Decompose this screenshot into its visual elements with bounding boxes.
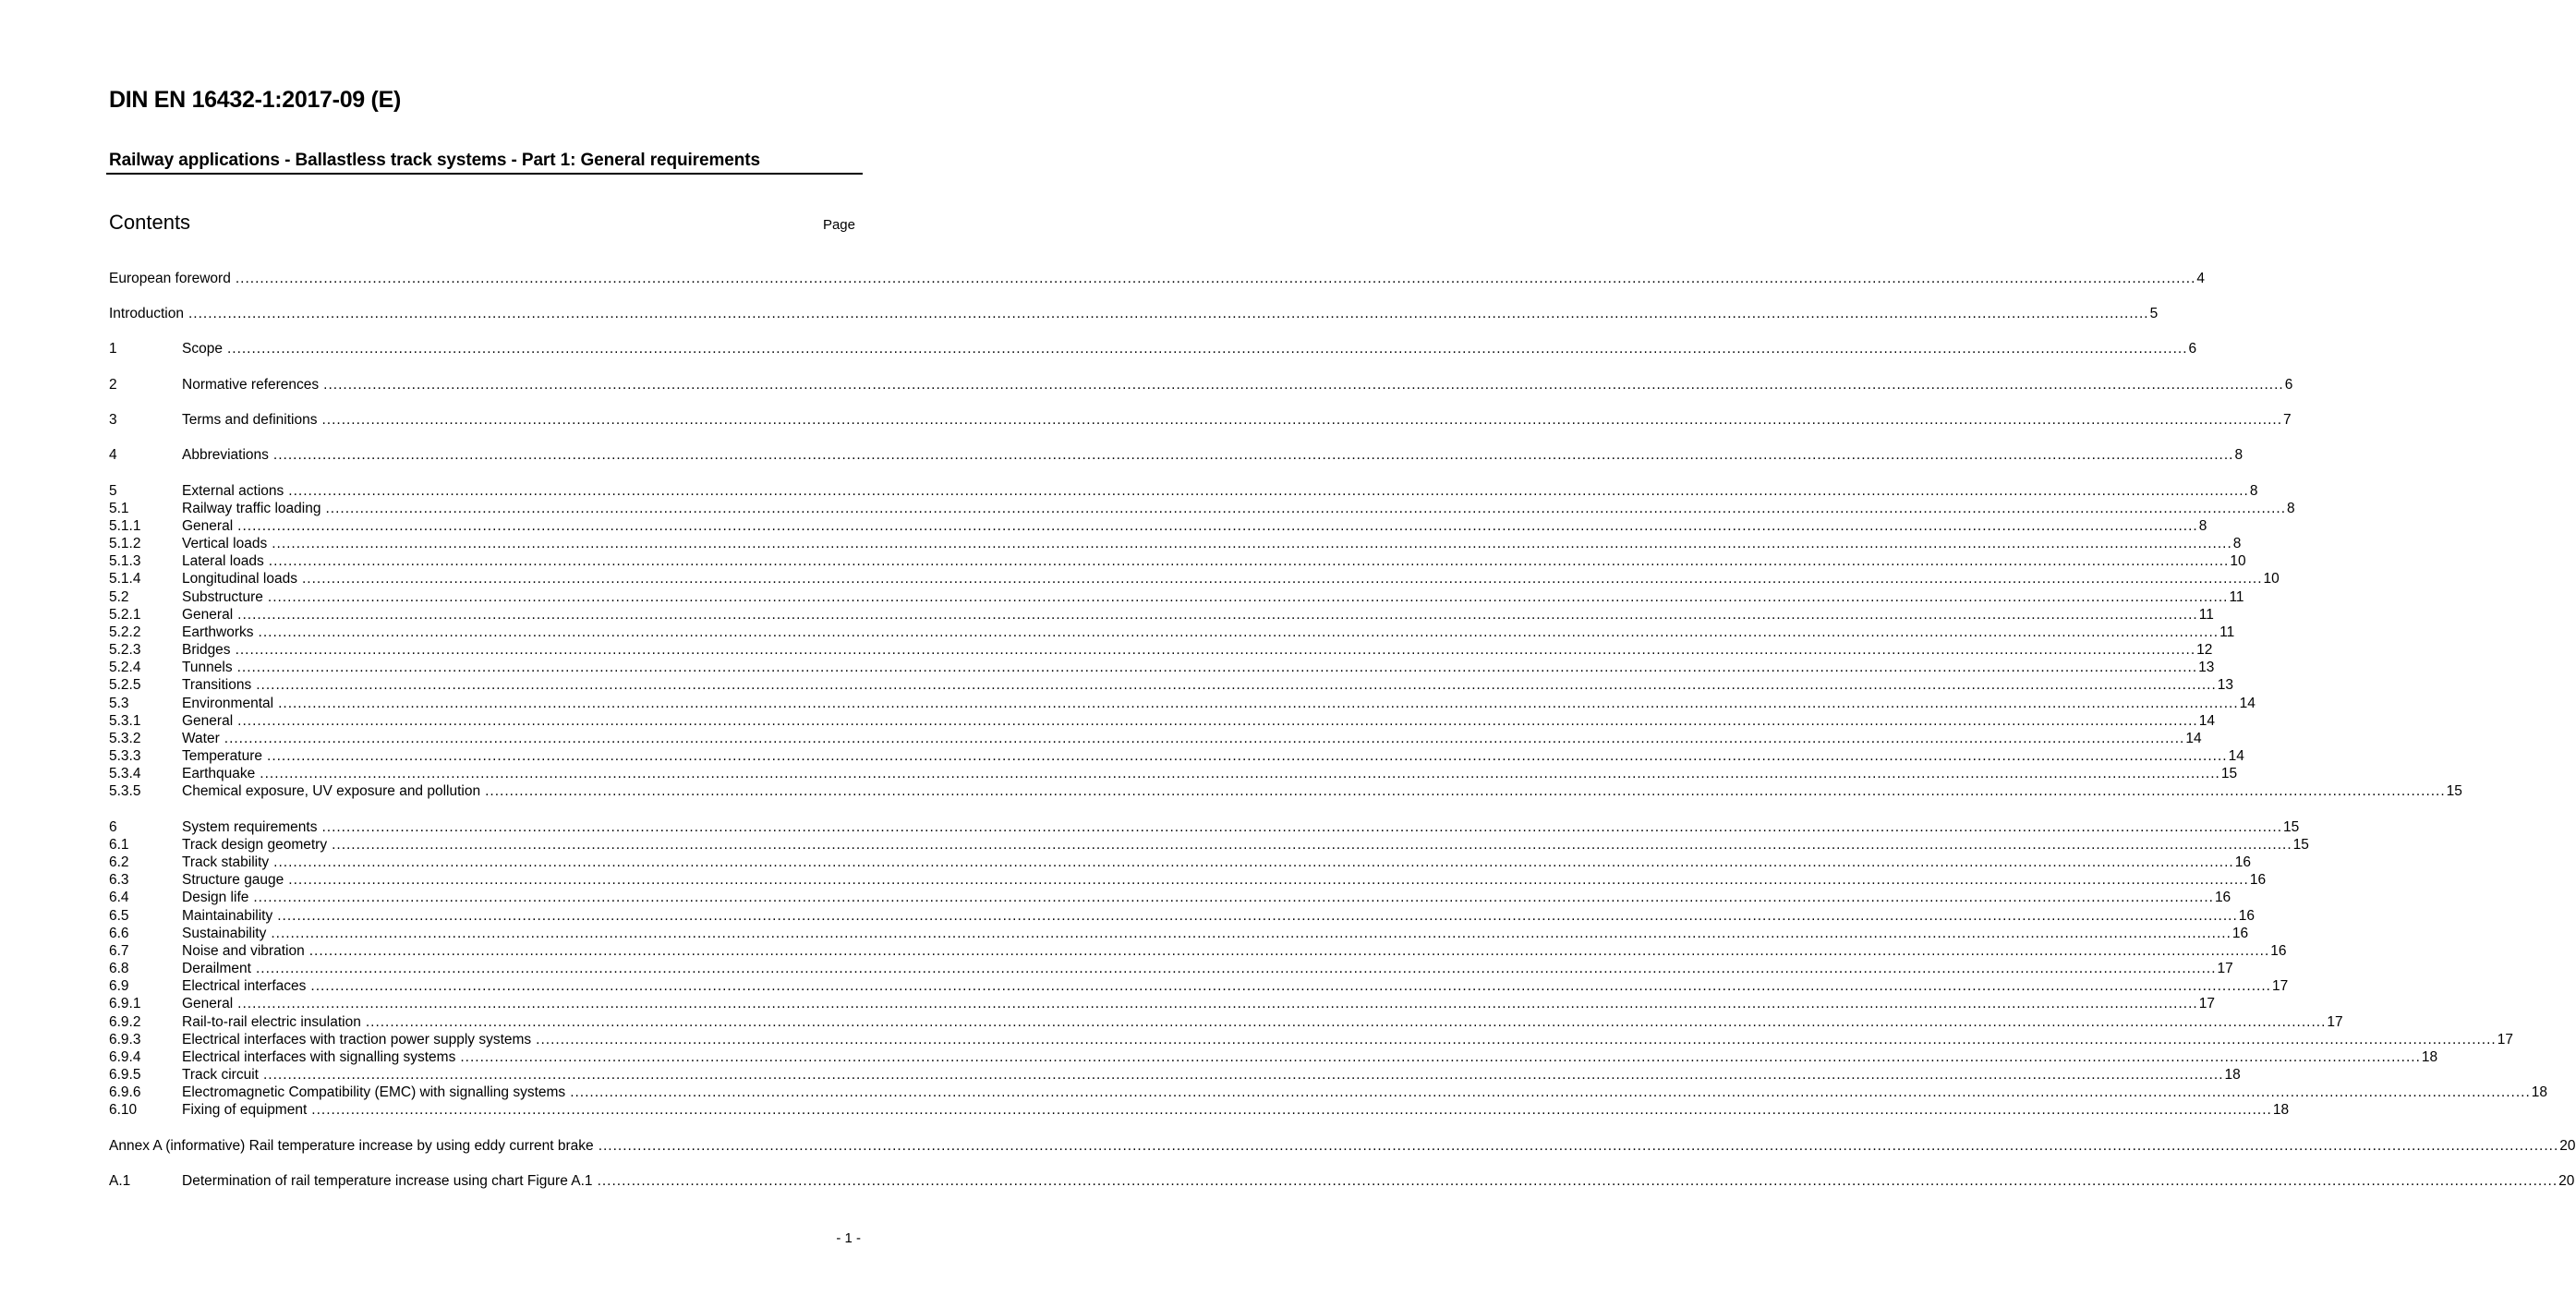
toc-entry[interactable] xyxy=(109,606,2214,624)
toc-entry-number: 5.2.2 xyxy=(109,624,141,640)
toc-entry[interactable] xyxy=(109,995,2215,1012)
toc-entry-page[interactable]: 16 xyxy=(2234,854,2251,870)
toc-entry-page[interactable]: 4 xyxy=(2196,271,2206,286)
toc-entry-title[interactable]: Track design geometry xyxy=(182,837,328,853)
toc-entry-page[interactable]: 17 xyxy=(2271,978,2289,994)
toc-entry[interactable] xyxy=(109,535,2242,552)
toc-entry-title[interactable]: Lateral loads xyxy=(182,553,264,569)
toc-entry-number: 5 xyxy=(109,483,117,499)
toc-entry-page[interactable]: 17 xyxy=(2327,1014,2343,1030)
toc-entry-title[interactable]: Temperature xyxy=(182,748,263,764)
dot-leader: ................................................................................................................................................................................................................................................................................................................................................................................................................ xyxy=(267,589,2229,605)
toc-entry[interactable] xyxy=(109,942,2287,960)
toc-entry-number: 5.1.1 xyxy=(109,518,141,534)
dot-leader: ................................................................................................................................................................................................................................................................................................................................................................................................................ xyxy=(288,872,2249,888)
toc-entry-page[interactable]: 8 xyxy=(2198,518,2207,534)
toc-entry-page[interactable]: 17 xyxy=(2497,1032,2513,1048)
toc-entry-page[interactable]: 16 xyxy=(2214,890,2231,905)
toc-entry-page[interactable]: 10 xyxy=(2263,571,2280,587)
dot-leader: ................................................................................................................................................................................................................................................................................................................................................................................................................ xyxy=(237,607,2198,623)
toc-entry[interactable] xyxy=(109,270,2206,287)
toc-entry-page[interactable]: 20 xyxy=(2559,1138,2576,1154)
toc-entry-number: 5.3.2 xyxy=(109,731,141,746)
toc-entry-title[interactable]: Design life xyxy=(182,890,249,905)
toc-entry-page[interactable]: 15 xyxy=(2220,766,2238,781)
toc-entry-title[interactable]: Track circuit xyxy=(182,1067,259,1083)
toc-entry-number: 6.9.3 xyxy=(109,1032,141,1048)
dot-leader: ................................................................................................................................................................................................................................................................................................................................................................................................................ xyxy=(226,341,2188,357)
toc-entry[interactable] xyxy=(109,765,2238,782)
dot-leader: ................................................................................................................................................................................................................................................................................................................................................................................................................ xyxy=(308,943,2270,959)
toc-entry-number: 6.9.2 xyxy=(109,1014,141,1030)
toc-entry-page[interactable]: 20 xyxy=(2558,1173,2575,1189)
toc-entry-number: 6.8 xyxy=(109,961,129,976)
toc-entry-number: 5.3.5 xyxy=(109,783,141,799)
toc-entry[interactable] xyxy=(109,340,2197,357)
toc-entry-title[interactable]: Bridges xyxy=(182,642,231,658)
toc-entry-title[interactable]: Normative references xyxy=(182,377,320,393)
toc-entry-number: 6.9.1 xyxy=(109,996,141,1011)
toc-entry-page[interactable]: 18 xyxy=(2272,1102,2290,1118)
toc-entry-title[interactable]: General xyxy=(182,996,234,1011)
toc-entry-number: 5.3 xyxy=(109,696,129,711)
toc-entry-page[interactable]: 11 xyxy=(2198,607,2214,623)
dot-leader: ................................................................................................................................................................................................................................................................................................................................................................................................................ xyxy=(460,1049,2421,1065)
toc-entry[interactable] xyxy=(109,624,2235,641)
title-rule xyxy=(106,173,863,175)
toc-entry-page[interactable]: 14 xyxy=(2198,713,2215,729)
toc-entry-title[interactable]: Tunnels xyxy=(182,660,233,675)
toc-entry[interactable] xyxy=(109,1066,2241,1084)
toc-entry-number: 5.3.4 xyxy=(109,766,141,781)
toc-entry-number: 6.3 xyxy=(109,872,129,888)
toc-entry-title[interactable]: Rail-to-rail electric insulation xyxy=(182,1014,361,1030)
toc-entry-title[interactable]: Environmental xyxy=(182,696,274,711)
toc-entry[interactable] xyxy=(109,1031,2513,1048)
toc-entry-number: 6.9 xyxy=(109,978,129,994)
toc-entry-title[interactable]: Maintainability xyxy=(182,908,273,924)
toc-entry-number: 5.3.3 xyxy=(109,748,141,764)
toc-entry-number: 6.10 xyxy=(109,1102,138,1118)
toc-entry-page[interactable]: 16 xyxy=(2249,872,2267,888)
toc-entry[interactable] xyxy=(109,676,2234,694)
toc-entry-title[interactable]: Track stability xyxy=(182,854,270,870)
dot-leader: ................................................................................................................................................................................................................................................................................................................................................................................................................ xyxy=(237,713,2198,729)
toc-entry-title[interactable]: General xyxy=(182,713,234,729)
toc-entry-number: 5.2.4 xyxy=(109,660,141,675)
toc-entry[interactable] xyxy=(109,818,2300,836)
dot-leader: ................................................................................................................................................................................................................................................................................................................................................................................................................ xyxy=(271,926,2231,941)
toc-entry-page[interactable]: 13 xyxy=(2217,677,2234,693)
toc-entry-page[interactable]: 16 xyxy=(2270,943,2287,959)
toc-entry[interactable] xyxy=(109,500,2295,517)
toc-entry-page[interactable]: 13 xyxy=(2198,660,2215,675)
toc-entry[interactable] xyxy=(109,1172,2575,1190)
toc-entry[interactable] xyxy=(109,730,2202,747)
toc-entry[interactable] xyxy=(109,782,2462,800)
dot-leader: ................................................................................................................................................................................................................................................................................................................................................................................................................ xyxy=(224,731,2185,746)
toc-entry-number: 6.9.4 xyxy=(109,1049,141,1065)
toc-entry-page[interactable]: 14 xyxy=(2228,748,2244,764)
toc-entry-title[interactable]: General xyxy=(182,518,234,534)
toc-entry-page[interactable]: 15 xyxy=(2446,783,2462,799)
toc-entry[interactable] xyxy=(109,482,2258,500)
toc-entry-page[interactable]: 15 xyxy=(2283,819,2300,835)
dot-leader: ................................................................................................................................................................................................................................................................................................................................................................................................................ xyxy=(332,837,2292,853)
toc-entry[interactable] xyxy=(109,588,2244,606)
toc-entry-title[interactable]: Scope xyxy=(182,341,223,357)
toc-entry-number: 5.2 xyxy=(109,589,129,605)
toc-entry-number: 5.1 xyxy=(109,501,129,516)
toc-entry-number: 6.1 xyxy=(109,837,129,853)
toc-entry[interactable] xyxy=(109,1101,2290,1119)
toc-entry-title[interactable]: European foreword xyxy=(109,271,231,286)
toc-entry-page[interactable]: 6 xyxy=(2188,341,2197,357)
toc-entry-title[interactable]: Sustainability xyxy=(182,926,267,941)
dot-leader: ................................................................................................................................................................................................................................................................................................................................................................................................................ xyxy=(267,748,2228,764)
toc-entry-number: 6.9.5 xyxy=(109,1067,141,1083)
dot-leader: ................................................................................................................................................................................................................................................................................................................................................................................................................ xyxy=(485,783,2446,799)
toc-entry-title[interactable]: System requirements xyxy=(182,819,318,835)
toc-entry-title[interactable]: General xyxy=(182,607,234,623)
toc-entry-number: 5.2.1 xyxy=(109,607,141,623)
toc-entry-page[interactable]: 14 xyxy=(2185,731,2202,746)
dot-leader: ................................................................................................................................................................................................................................................................................................................................................................................................................ xyxy=(321,819,2283,835)
dot-leader: ................................................................................................................................................................................................................................................................................................................................................................................................................ xyxy=(256,677,2217,693)
toc-entry[interactable] xyxy=(109,659,2215,676)
dot-leader: ................................................................................................................................................................................................................................................................................................................................................................................................................ xyxy=(236,660,2198,675)
toc-entry-title[interactable]: Earthworks xyxy=(182,624,254,640)
toc-entry[interactable] xyxy=(109,305,2159,322)
toc-entry[interactable] xyxy=(109,411,2292,429)
toc-entry-number: 6.4 xyxy=(109,890,129,905)
dot-leader: ................................................................................................................................................................................................................................................................................................................................................................................................................ xyxy=(262,1067,2224,1083)
toc-entry-page[interactable]: 17 xyxy=(2198,996,2215,1011)
dot-leader: ................................................................................................................................................................................................................................................................................................................................................................................................................ xyxy=(597,1173,2558,1189)
toc-entry-page[interactable]: 18 xyxy=(2531,1084,2547,1100)
toc-entry-title[interactable]: Derailment xyxy=(182,961,251,976)
toc-entry[interactable] xyxy=(109,836,2309,854)
toc-entry-page[interactable]: 18 xyxy=(2224,1067,2241,1083)
toc-entry-page[interactable]: 6 xyxy=(2284,377,2293,393)
dot-leader: ................................................................................................................................................................................................................................................................................................................................................................................................................ xyxy=(310,978,2271,994)
toc-entry-title[interactable]: Chemical exposure, UV exposure and pollution xyxy=(182,783,481,799)
toc-entry-page[interactable]: 8 xyxy=(2287,501,2295,516)
toc-entry[interactable] xyxy=(109,552,2246,570)
toc-entry-title[interactable]: External actions xyxy=(182,483,284,499)
toc-entry[interactable] xyxy=(109,925,2249,942)
dot-leader: ................................................................................................................................................................................................................................................................................................................................................................................................................ xyxy=(323,377,2284,393)
toc-entry-number: 6 xyxy=(109,819,117,835)
toc-entry[interactable] xyxy=(109,1048,2438,1066)
toc-entry-page[interactable]: 16 xyxy=(2231,926,2249,941)
toc-entry-page[interactable]: 8 xyxy=(2234,447,2243,463)
toc-entry-number: 6.5 xyxy=(109,908,129,924)
toc-entry[interactable] xyxy=(109,376,2293,394)
toc-entry-number: 6.2 xyxy=(109,854,129,870)
toc-entry-title[interactable]: Introduction xyxy=(109,306,184,321)
dot-leader: ................................................................................................................................................................................................................................................................................................................................................................................................................ xyxy=(272,447,2234,463)
dot-leader: ................................................................................................................................................................................................................................................................................................................................................................................................................ xyxy=(272,536,2232,551)
toc-entry-title[interactable]: Substructure xyxy=(182,589,263,605)
dot-leader: ................................................................................................................................................................................................................................................................................................................................................................................................................ xyxy=(301,571,2263,587)
toc-entry-title[interactable]: Earthquake xyxy=(182,766,256,781)
toc-entry-number: 1 xyxy=(109,341,117,357)
dot-leader: ................................................................................................................................................................................................................................................................................................................................................................................................................ xyxy=(598,1138,2559,1154)
toc-entry-title[interactable]: Electrical interfaces xyxy=(182,978,307,994)
toc-entry[interactable] xyxy=(109,747,2244,765)
toc-entry-number: 5.1.4 xyxy=(109,571,141,587)
page-column-heading: Page xyxy=(822,217,855,233)
toc-entry[interactable] xyxy=(109,712,2215,730)
toc-entry-number: 5.1.2 xyxy=(109,536,141,551)
toc-entry[interactable] xyxy=(109,1013,2343,1031)
dot-leader: ................................................................................................................................................................................................................................................................................................................................................................................................................ xyxy=(255,961,2217,976)
document-id: DIN EN 16432-1:2017-09 (E) xyxy=(109,87,401,113)
dot-leader: ................................................................................................................................................................................................................................................................................................................................................................................................................ xyxy=(253,890,2214,905)
toc-entry-number: 6.9.6 xyxy=(109,1084,141,1100)
toc-entry-title[interactable]: Annex A (informative) Rail temperature increase by using eddy current brake xyxy=(109,1138,594,1154)
contents-heading: Contents xyxy=(109,211,191,234)
toc-entry-title[interactable]: Transitions xyxy=(182,677,252,693)
page-number: - 1 - xyxy=(836,1230,861,1246)
toc-entry[interactable] xyxy=(109,1084,2547,1101)
toc-entry-page[interactable]: 12 xyxy=(2196,642,2213,658)
dot-leader: ................................................................................................................................................................................................................................................................................................................................................................................................................ xyxy=(260,766,2220,781)
dot-leader: ................................................................................................................................................................................................................................................................................................................................................................................................................ xyxy=(268,553,2230,569)
toc-entry-page[interactable]: 11 xyxy=(2229,589,2244,605)
toc-entry-number: 5.1.3 xyxy=(109,553,141,569)
toc-entry-title[interactable]: Vertical loads xyxy=(182,536,268,551)
toc-entry-title[interactable]: Noise and vibration xyxy=(182,943,305,959)
toc-entry[interactable] xyxy=(109,695,2256,712)
toc-entry-number: 5.2.5 xyxy=(109,677,141,693)
toc-entry-number: 5.3.1 xyxy=(109,713,141,729)
toc-entry-title[interactable]: Terms and definitions xyxy=(182,412,318,428)
toc-entry-page[interactable]: 5 xyxy=(2149,306,2159,321)
toc-entry-title[interactable]: Electrical interfaces with traction power supply systems xyxy=(182,1032,532,1048)
toc-entry-page[interactable]: 8 xyxy=(2249,483,2258,499)
toc-entry-title[interactable]: Water xyxy=(182,731,220,746)
toc-entry[interactable] xyxy=(109,1137,2576,1155)
dot-leader: ................................................................................................................................................................................................................................................................................................................................................................................................................ xyxy=(277,908,2238,924)
toc-entry[interactable] xyxy=(109,570,2280,587)
toc-entry[interactable] xyxy=(109,960,2233,977)
toc-entry[interactable] xyxy=(109,446,2243,464)
dot-leader: ................................................................................................................................................................................................................................................................................................................................................................................................................ xyxy=(311,1102,2272,1118)
toc-entry-title[interactable]: Longitudinal loads xyxy=(182,571,297,587)
dot-leader: ................................................................................................................................................................................................................................................................................................................................................................................................................ xyxy=(365,1014,2327,1030)
toc-entry-title[interactable]: Fixing of equipment xyxy=(182,1102,308,1118)
toc-entry-title[interactable]: Determination of rail temperature increase using chart Figure A.1 xyxy=(182,1173,593,1189)
toc-entry-page[interactable]: 16 xyxy=(2238,908,2256,924)
dot-leader: ................................................................................................................................................................................................................................................................................................................................................................................................................ xyxy=(288,483,2249,499)
toc-entry-number: 4 xyxy=(109,447,117,463)
toc-entry-number: 5.2.3 xyxy=(109,642,141,658)
toc-entry-page[interactable]: 11 xyxy=(2219,624,2235,640)
toc-entry-page[interactable]: 17 xyxy=(2217,961,2233,976)
toc-entry-page[interactable]: 7 xyxy=(2283,412,2292,428)
toc-entry-page[interactable]: 15 xyxy=(2292,837,2309,853)
toc-entry[interactable] xyxy=(109,517,2207,535)
toc-entry-title[interactable]: Structure gauge xyxy=(182,872,284,888)
toc-entry[interactable] xyxy=(109,977,2289,995)
toc-entry-number: 6.6 xyxy=(109,926,129,941)
dot-leader: ................................................................................................................................................................................................................................................................................................................................................................................................................ xyxy=(235,271,2196,286)
toc-entry-number: 2 xyxy=(109,377,117,393)
toc-entry-title[interactable]: Electromagnetic Compatibility (EMC) with signalling systems xyxy=(182,1084,566,1100)
toc-entry-number: A.1 xyxy=(109,1173,131,1189)
dot-leader: ................................................................................................................................................................................................................................................................................................................................................................................................................ xyxy=(278,696,2239,711)
dot-leader: ................................................................................................................................................................................................................................................................................................................................................................................................................ xyxy=(570,1084,2531,1100)
dot-leader: ................................................................................................................................................................................................................................................................................................................................................................................................................ xyxy=(258,624,2219,640)
toc-entry[interactable] xyxy=(109,889,2231,906)
toc-entry-title[interactable]: Abbreviations xyxy=(182,447,269,463)
toc-entry-number: 6.7 xyxy=(109,943,129,959)
toc-entry-page[interactable]: 8 xyxy=(2232,536,2242,551)
dot-leader: ................................................................................................................................................................................................................................................................................................................................................................................................................ xyxy=(235,642,2196,658)
toc-entry-page[interactable]: 10 xyxy=(2230,553,2246,569)
document-title: Railway applications - Ballastless track systems - Part 1: General requirements xyxy=(109,151,760,170)
toc-entry-title[interactable]: Electrical interfaces with signalling systems xyxy=(182,1049,456,1065)
toc-entry-number: 3 xyxy=(109,412,117,428)
dot-leader: ................................................................................................................................................................................................................................................................................................................................................................................................................ xyxy=(321,412,2283,428)
dot-leader: ................................................................................................................................................................................................................................................................................................................................................................................................................ xyxy=(188,306,2149,321)
dot-leader: ................................................................................................................................................................................................................................................................................................................................................................................................................ xyxy=(273,854,2234,870)
dot-leader: ................................................................................................................................................................................................................................................................................................................................................................................................................ xyxy=(325,501,2287,516)
toc-entry[interactable] xyxy=(109,907,2256,925)
toc-entry-title[interactable]: Railway traffic loading xyxy=(182,501,321,516)
toc-entry[interactable] xyxy=(109,641,2213,659)
dot-leader: ................................................................................................................................................................................................................................................................................................................................................................................................................ xyxy=(536,1032,2497,1048)
toc-entry-page[interactable]: 18 xyxy=(2421,1049,2438,1065)
dot-leader: ................................................................................................................................................................................................................................................................................................................................................................................................................ xyxy=(237,518,2198,534)
toc-entry[interactable] xyxy=(109,854,2251,871)
dot-leader: ................................................................................................................................................................................................................................................................................................................................................................................................................ xyxy=(237,996,2198,1011)
toc-entry[interactable] xyxy=(109,871,2267,889)
toc-entry-page[interactable]: 14 xyxy=(2239,696,2256,711)
